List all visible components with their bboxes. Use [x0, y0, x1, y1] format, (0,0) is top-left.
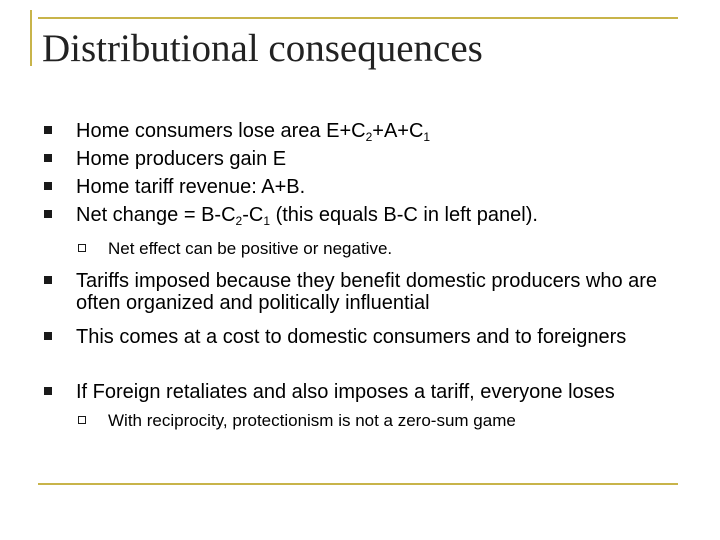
bullet-item-7: If Foreign retaliates and also imposes a tariff, everyone loses — [76, 381, 615, 403]
square-bullet-icon — [44, 126, 52, 134]
square-bullet-icon — [44, 332, 52, 340]
square-bullet-icon — [44, 154, 52, 162]
bullet-item-4: Net change = $B-C_2-C_1$ (this equals B-C in left panel). — [76, 204, 538, 228]
bullet-item-1: Home consumers lose area $E+C_2+A+C_1$ — [76, 120, 431, 144]
sub-bullet-item-1: Net effect can be positive or negative. — [108, 239, 393, 258]
hollow-square-bullet-icon — [78, 244, 86, 252]
square-bullet-icon — [44, 276, 52, 284]
bullet-item-3: Home tariff revenue: A+B. — [76, 176, 306, 198]
bullet-item-6: This comes at a cost to domestic consumers and to foreigners — [76, 326, 627, 348]
subscript: 1 — [263, 214, 271, 228]
bullet-item-5: Tariffs imposed because they benefit domestic producers who are often organized and politically influential — [76, 270, 658, 314]
bullet-item-2: Home producers gain E — [76, 148, 287, 170]
sub-bullet-item-2: With reciprocity, protectionism is not a zero-sum game — [108, 411, 516, 430]
slide-title: Distributional consequences — [42, 27, 483, 70]
subscript: 2 — [235, 214, 243, 228]
hollow-square-bullet-icon — [78, 416, 86, 424]
square-bullet-icon — [44, 210, 52, 218]
square-bullet-icon — [44, 182, 52, 190]
subscript: 2 — [365, 130, 373, 144]
square-bullet-icon — [44, 387, 52, 395]
subscript: 1 — [423, 130, 431, 144]
